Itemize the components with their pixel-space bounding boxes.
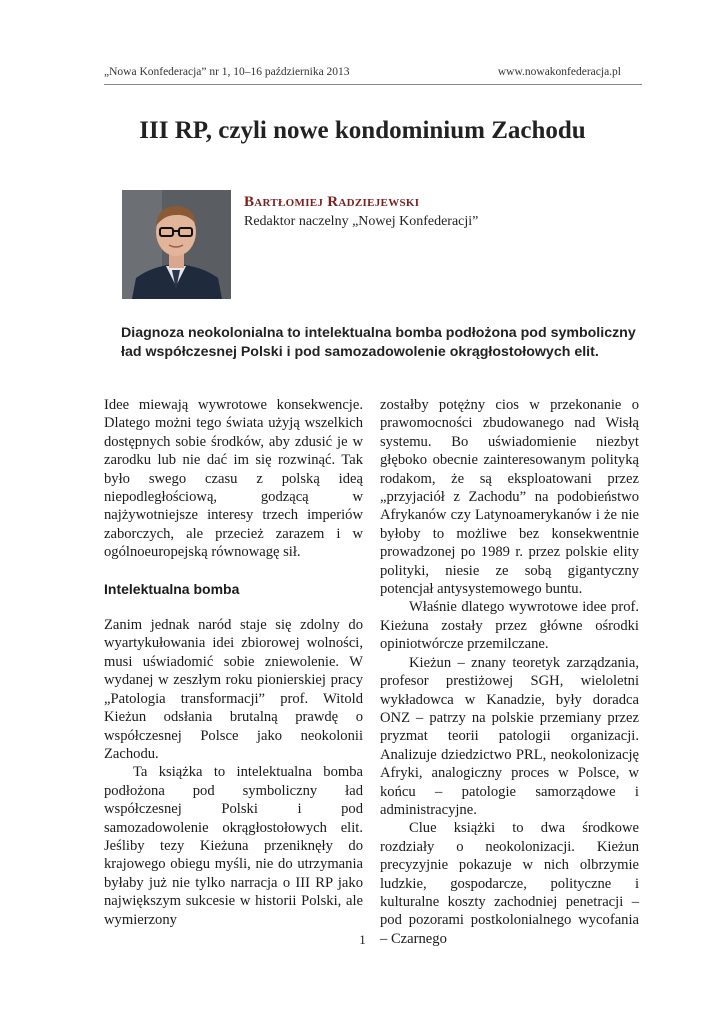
lead-paragraph: Diagnoza neokolonialna to intelektualna bomba podłożona pod symboliczny ład współczesnej Polski i pod samozadowolenie okrągłostołowych elit.	[121, 325, 636, 360]
author-portrait-illustration	[122, 190, 231, 299]
running-header-right: www.nowakonfederacja.pl	[497, 66, 621, 78]
body-paragraph: Ta książka to intelektualna bomba podłożona pod symboliczny ład współczesnej Polski i pod samozadowolenie okrągłostołowych elit. Jeśliby tezy Kieżuna przeniknęły do krajowego obiegu myśli, nie do utrzymania byłaby już nie tylko narracja o III RP jako największym sukcesie w historii Polski, ale wymierzony	[104, 764, 363, 928]
right-column	[380, 396, 639, 948]
left-column	[104, 396, 363, 929]
body-paragraph: Kieżun – znany teoretyk zarządzania, profesor prestiżowej SGH, wieloletni wykładowca w Kanadzie, były doradca ONZ – patrzy na polskie przemiany przez pryzmat teorii patologii organizacji. Analizuje dziedzictwo PRL, neokolonizację Afryki, analogiczny proces w Polsce, w końcu – patologie samorządowe i administracyjne.	[380, 654, 639, 818]
author-role: Redaktor naczelny „Nowej Konfederacji”	[244, 214, 479, 229]
body-paragraph: Zanim jednak naród staje się zdolny do wyartykułowania idei zbiorowej wolności, musi uświadomić sobie zniewolenie. W wydanej w zeszłym roku pionierskiej pracy „Patologia transformacji” prof. Witold Kieżun odsłania brutalną prawdę o współczesnej Polsce jako neokolonii Zachodu.	[104, 617, 363, 762]
author-name: Bartłomiej Radziejewski	[244, 194, 420, 210]
author-photo	[122, 190, 231, 299]
header-rule	[104, 84, 642, 85]
body-paragraph: zostałby potężny cios w przekonanie o prawomocności zbudowanego nad Wisłą systemu. Bo uświadomienie niezbyt głęboko obecnie zainteresowanym polityką rodakom, że są eksploatowani przez „przyjaciół z Zachodu” na podobieństwo Afrykanów czy Latynoamerykanów i że nie byłoby to możliwe bez konsekwentnie prowadzonej po 1989 r. przez polskie elity polityki, niesie ze sobą gigantyczny potencjał antysystemowego buntu.	[380, 397, 639, 598]
body-paragraph: Idee miewają wywrotowe konsekwencje. Dlatego możni tego świata użyją wszelkich dostępnych sobie środków, aby zdusić je w zarodku lub nie dać im się rozwinąć. Tak było swego czasu z polską ideą niepodległościową, godzącą w najżywotniejsze interesy trzech imperiów zaborczych, ale przecież zarazem i w ogólnoeuropejską równowagę sił.	[104, 397, 363, 561]
article-title: III RP, czyli nowe kondominium Zachodu	[139, 117, 586, 144]
running-header-left: „Nowa Konfederacja” nr 1, 10–16 października 2013	[104, 66, 350, 78]
page-number: 1	[359, 932, 366, 947]
body-paragraph: Właśnie dlatego wywrotowe idee prof. Kieżuna zostały przez główne ośrodki opiniotwórcze przemilczane.	[380, 599, 639, 653]
section-subheading: Intelektualna bomba	[104, 580, 240, 597]
body-paragraph: Clue książki to dwa środkowe rozdziały o neokolonizacji. Kieżun precyzyjnie pokazuje w nich olbrzymie ludzkie, gospodarcze, polityczne i kulturalne koszty zachodniej penetracji – pod pozorami postkolonialnego wycofania – Czarnego	[380, 820, 639, 947]
